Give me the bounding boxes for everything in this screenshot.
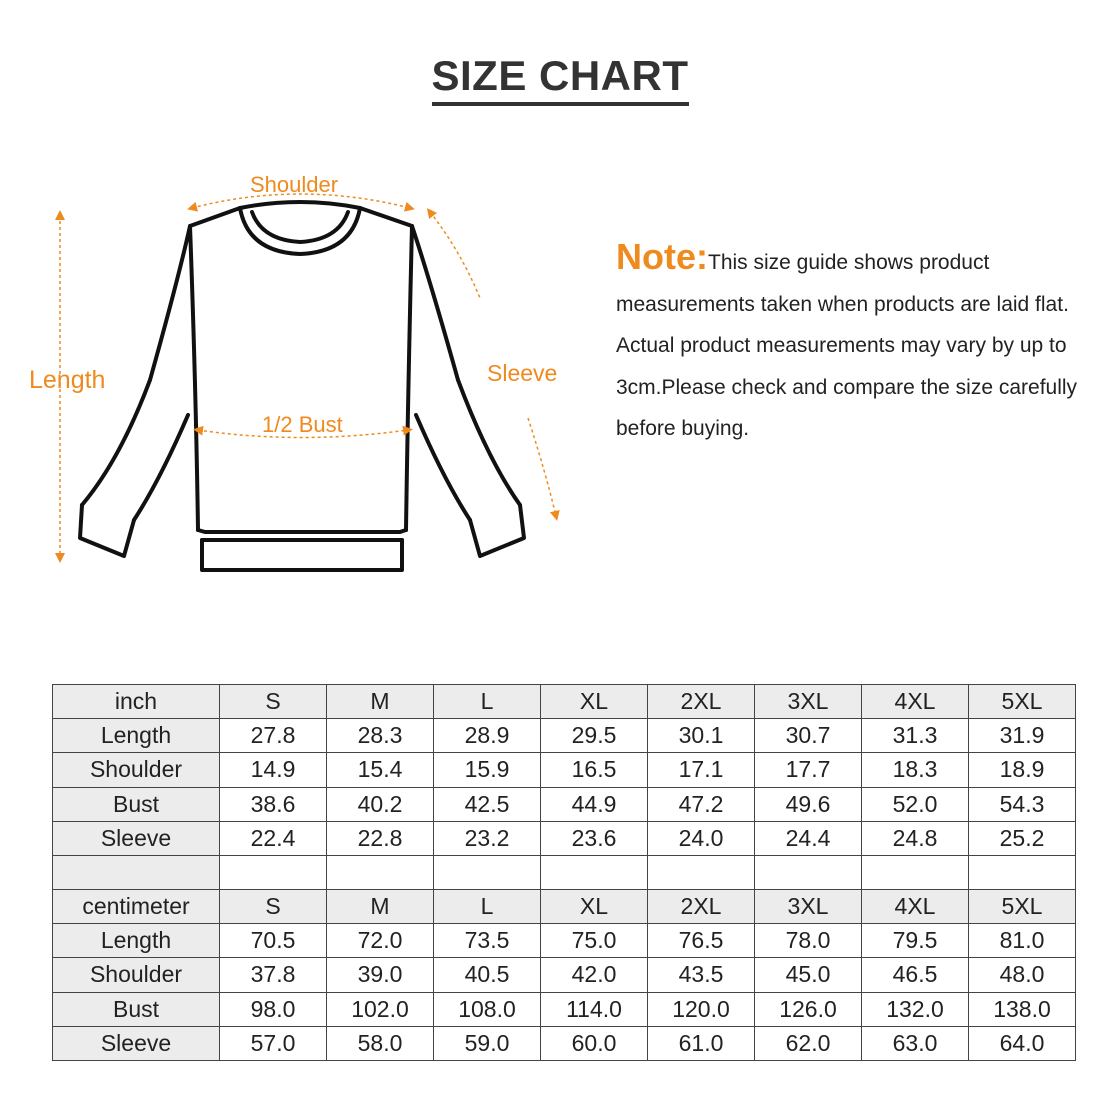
note-text: This size guide shows product measurements taken when products are laid flat. Actual product measurements may vary by up to 3cm.Please check and compare the size carefully before buying. (616, 251, 1078, 440)
table-row (53, 753, 1076, 787)
inch-row-label: Shoulder (53, 753, 220, 787)
cm-value-cell: 58.0 (327, 1026, 434, 1060)
table-row (53, 992, 1076, 1026)
cm-value-cell: 59.0 (434, 1026, 541, 1060)
cm-size-header: S (220, 890, 327, 924)
inch-value-cell: 15.9 (434, 753, 541, 787)
inch-value-cell: 23.6 (541, 821, 648, 855)
sleeve-arrow-top (430, 212, 480, 298)
spacer-cell (220, 855, 327, 889)
inch-header-row (53, 685, 1076, 719)
inch-value-cell: 28.3 (327, 719, 434, 753)
cm-size-header: L (434, 890, 541, 924)
inch-size-header: 5XL (969, 685, 1076, 719)
inch-value-cell: 16.5 (541, 753, 648, 787)
inch-value-cell: 30.1 (648, 719, 755, 753)
table-row (53, 958, 1076, 992)
cm-size-header: XL (541, 890, 648, 924)
cm-value-cell: 61.0 (648, 1026, 755, 1060)
cm-value-cell: 102.0 (327, 992, 434, 1026)
half-bust-label: 1/2 Bust (262, 412, 343, 437)
cm-value-cell: 46.5 (862, 958, 969, 992)
cm-value-cell: 40.5 (434, 958, 541, 992)
inch-row-label: Length (53, 719, 220, 753)
shoulder-label: Shoulder (250, 172, 339, 197)
cm-value-cell: 98.0 (220, 992, 327, 1026)
spacer-cell (648, 855, 755, 889)
inch-value-cell: 24.8 (862, 821, 969, 855)
inch-size-header: 2XL (648, 685, 755, 719)
inch-value-cell: 22.4 (220, 821, 327, 855)
inch-value-cell: 44.9 (541, 787, 648, 821)
spacer-cell (862, 855, 969, 889)
inch-size-header: S (220, 685, 327, 719)
sweater-outline (80, 202, 524, 570)
inch-size-header: 3XL (755, 685, 862, 719)
spacer-cell (541, 855, 648, 889)
inch-value-cell: 22.8 (327, 821, 434, 855)
cm-value-cell: 108.0 (434, 992, 541, 1026)
inch-value-cell: 18.9 (969, 753, 1076, 787)
cm-value-cell: 60.0 (541, 1026, 648, 1060)
cm-size-header: M (327, 890, 434, 924)
cm-value-cell: 45.0 (755, 958, 862, 992)
cm-value-cell: 43.5 (648, 958, 755, 992)
cm-value-cell: 78.0 (755, 924, 862, 958)
inch-value-cell: 14.9 (220, 753, 327, 787)
cm-value-cell: 42.0 (541, 958, 648, 992)
inch-unit-label: inch (53, 685, 220, 719)
spacer-cell (327, 855, 434, 889)
cm-value-cell: 126.0 (755, 992, 862, 1026)
cm-value-cell: 37.8 (220, 958, 327, 992)
cm-value-cell: 81.0 (969, 924, 1076, 958)
cm-size-header: 4XL (862, 890, 969, 924)
cm-row-label: Bust (53, 992, 220, 1026)
length-label: Length (29, 366, 106, 394)
spacer-row (53, 855, 1076, 889)
inch-size-header: 4XL (862, 685, 969, 719)
cm-value-cell: 120.0 (648, 992, 755, 1026)
inch-value-cell: 42.5 (434, 787, 541, 821)
cm-value-cell: 48.0 (969, 958, 1076, 992)
inch-value-cell: 49.6 (755, 787, 862, 821)
inch-value-cell: 28.9 (434, 719, 541, 753)
cm-size-header: 3XL (755, 890, 862, 924)
inch-value-cell: 25.2 (969, 821, 1076, 855)
note-heading: Note: (616, 236, 708, 277)
cm-value-cell: 114.0 (541, 992, 648, 1026)
cm-size-header: 5XL (969, 890, 1076, 924)
inch-value-cell: 23.2 (434, 821, 541, 855)
inch-value-cell: 30.7 (755, 719, 862, 753)
page-title: SIZE CHART (432, 52, 689, 106)
inch-value-cell: 15.4 (327, 753, 434, 787)
inch-value-cell: 47.2 (648, 787, 755, 821)
spacer-cell (969, 855, 1076, 889)
cm-row-label: Length (53, 924, 220, 958)
inch-value-cell: 24.4 (755, 821, 862, 855)
cm-value-cell: 79.5 (862, 924, 969, 958)
cm-size-header: 2XL (648, 890, 755, 924)
inch-size-header: XL (541, 685, 648, 719)
inch-value-cell: 17.7 (755, 753, 862, 787)
measure-lines (60, 194, 556, 558)
size-table (52, 684, 1076, 1061)
inch-row-label: Bust (53, 787, 220, 821)
spacer-cell (755, 855, 862, 889)
inch-value-cell: 27.8 (220, 719, 327, 753)
cm-value-cell: 57.0 (220, 1026, 327, 1060)
cm-unit-label: centimeter (53, 890, 220, 924)
inch-size-header: L (434, 685, 541, 719)
cm-header-row (53, 890, 1076, 924)
inch-value-cell: 24.0 (648, 821, 755, 855)
sleeve-arrow-bottom (528, 418, 556, 516)
size-table-body (53, 685, 1076, 1061)
cm-value-cell: 73.5 (434, 924, 541, 958)
inch-value-cell: 17.1 (648, 753, 755, 787)
cm-value-cell: 75.0 (541, 924, 648, 958)
cm-value-cell: 132.0 (862, 992, 969, 1026)
inch-value-cell: 38.6 (220, 787, 327, 821)
spacer-cell (434, 855, 541, 889)
cm-value-cell: 63.0 (862, 1026, 969, 1060)
table-row (53, 821, 1076, 855)
inch-size-header: M (327, 685, 434, 719)
inch-value-cell: 29.5 (541, 719, 648, 753)
cm-value-cell: 64.0 (969, 1026, 1076, 1060)
table-row (53, 924, 1076, 958)
cm-value-cell: 72.0 (327, 924, 434, 958)
inch-value-cell: 31.3 (862, 719, 969, 753)
sleeve-label: Sleeve (487, 360, 558, 386)
title-wrap (0, 52, 1120, 106)
sweater-diagram (0, 160, 600, 600)
table-row (53, 1026, 1076, 1060)
inch-value-cell: 31.9 (969, 719, 1076, 753)
cm-value-cell: 62.0 (755, 1026, 862, 1060)
table-row (53, 787, 1076, 821)
cm-value-cell: 138.0 (969, 992, 1076, 1026)
cm-row-label: Shoulder (53, 958, 220, 992)
inch-value-cell: 18.3 (862, 753, 969, 787)
inch-row-label: Sleeve (53, 821, 220, 855)
cm-value-cell: 39.0 (327, 958, 434, 992)
inch-value-cell: 54.3 (969, 787, 1076, 821)
cm-value-cell: 70.5 (220, 924, 327, 958)
spacer-cell (53, 855, 220, 889)
inch-value-cell: 52.0 (862, 787, 969, 821)
inch-value-cell: 40.2 (327, 787, 434, 821)
size-note (616, 236, 1086, 450)
table-row (53, 719, 1076, 753)
cm-value-cell: 76.5 (648, 924, 755, 958)
cm-row-label: Sleeve (53, 1026, 220, 1060)
